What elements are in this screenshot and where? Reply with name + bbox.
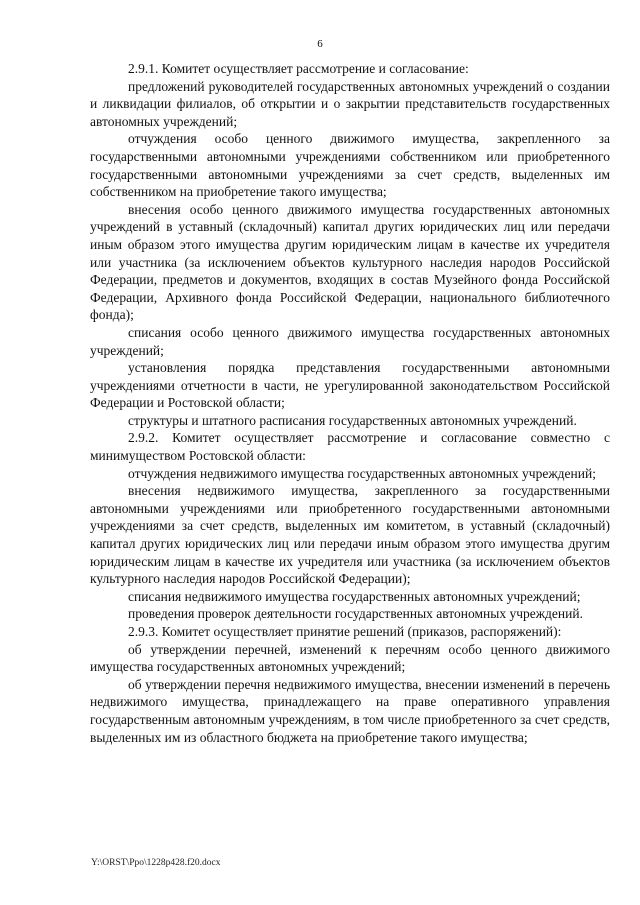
paragraph-reporting-order: установления порядка представления государственными автономными учреждениями отчетности в части, не урегулированной законодательством Российской Федерации и Ростовской области;	[90, 360, 610, 411]
paragraph-branches: предложений руководителей государственных автономных учреждений о создании и ликвидации филиалов, об открытии и о закрытии представительств государственных автономных учреждений;	[90, 78, 610, 129]
paragraph-2-9-1: 2.9.1. Комитет осуществляет рассмотрение и согласование:	[128, 61, 469, 76]
paragraph-contribution-movable: внесения особо ценного движимого имущества государственных автономных учреждений в уставный (складочный) капитал других юридических лиц или передачи иным образом этого имущества другим юридическим лицам в качестве их учредителя или участника (за исключением объектов культурного наследия народов Российской Федерации, предметов и документов, входящих в состав Музейного фонда Российской Федерации, Архивного фонда Российской Федерации, национального библиотечного фонда);	[90, 201, 610, 323]
document-body	[90, 60, 610, 746]
paragraph-2-9-3: 2.9.3. Комитет осуществляет принятие решений (приказов, распоряжений):	[128, 624, 562, 639]
paragraph-alienation-movable: отчуждения особо ценного движимого имущества, закрепленного за государственными автономными учреждениями собственником или приобретенного государственными автономными учреждениями за счет средств, выделенных им собственником на приобретение такого имущества;	[90, 131, 610, 200]
paragraph-writeoff-real-estate: списания недвижимого имущества государственных автономных учреждений;	[128, 588, 581, 604]
paragraph-contribution-real-estate: внесения недвижимого имущества, закрепленного за государственными автономными учреждениями или приобретенного государственными автономными учреждениями за счет средств, выделенных им комитетом, в уставный (складочный) капитал других юридических лиц или передачи иным образом этого имущества другим юридическим лицам в качестве их учредителя или участника (за исключением объектов культурного наследия народов Российской Федерации);	[90, 483, 610, 587]
paragraph-staff-structure: структуры и штатного расписания государственных автономных учреждений.	[128, 412, 577, 428]
paragraph-lists-movable: об утверждении перечней, изменений к перечням особо ценного движимого имущества государственных автономных учреждений;	[90, 641, 610, 675]
footer-file-path: Y:\ORST\Ppo\1228p428.f20.docx	[91, 858, 221, 868]
page-number: 6	[317, 38, 323, 50]
paragraph-writeoff-movable: списания особо ценного движимого имущества государственных автономных учреждений;	[90, 324, 610, 358]
paragraph-alienation-real-estate: отчуждения недвижимого имущества государственных автономных учреждений;	[128, 465, 596, 481]
paragraph-inspections: проведения проверок деятельности государственных автономных учреждений.	[128, 606, 583, 622]
paragraph-2-9-2: 2.9.2. Комитет осуществляет рассмотрение и согласование совместно с минимуществом Ростовской области:	[90, 430, 610, 464]
paragraph-list-real-estate: об утверждении перечня недвижимого имущества, внесении изменений в перечень недвижимого имущества, принадлежащего на праве оперативного управления государственным автономным учреждениям, в том числе приобретенного за счет средств, выделенных им из областного бюджета на приобретение такого имущества;	[90, 676, 610, 745]
